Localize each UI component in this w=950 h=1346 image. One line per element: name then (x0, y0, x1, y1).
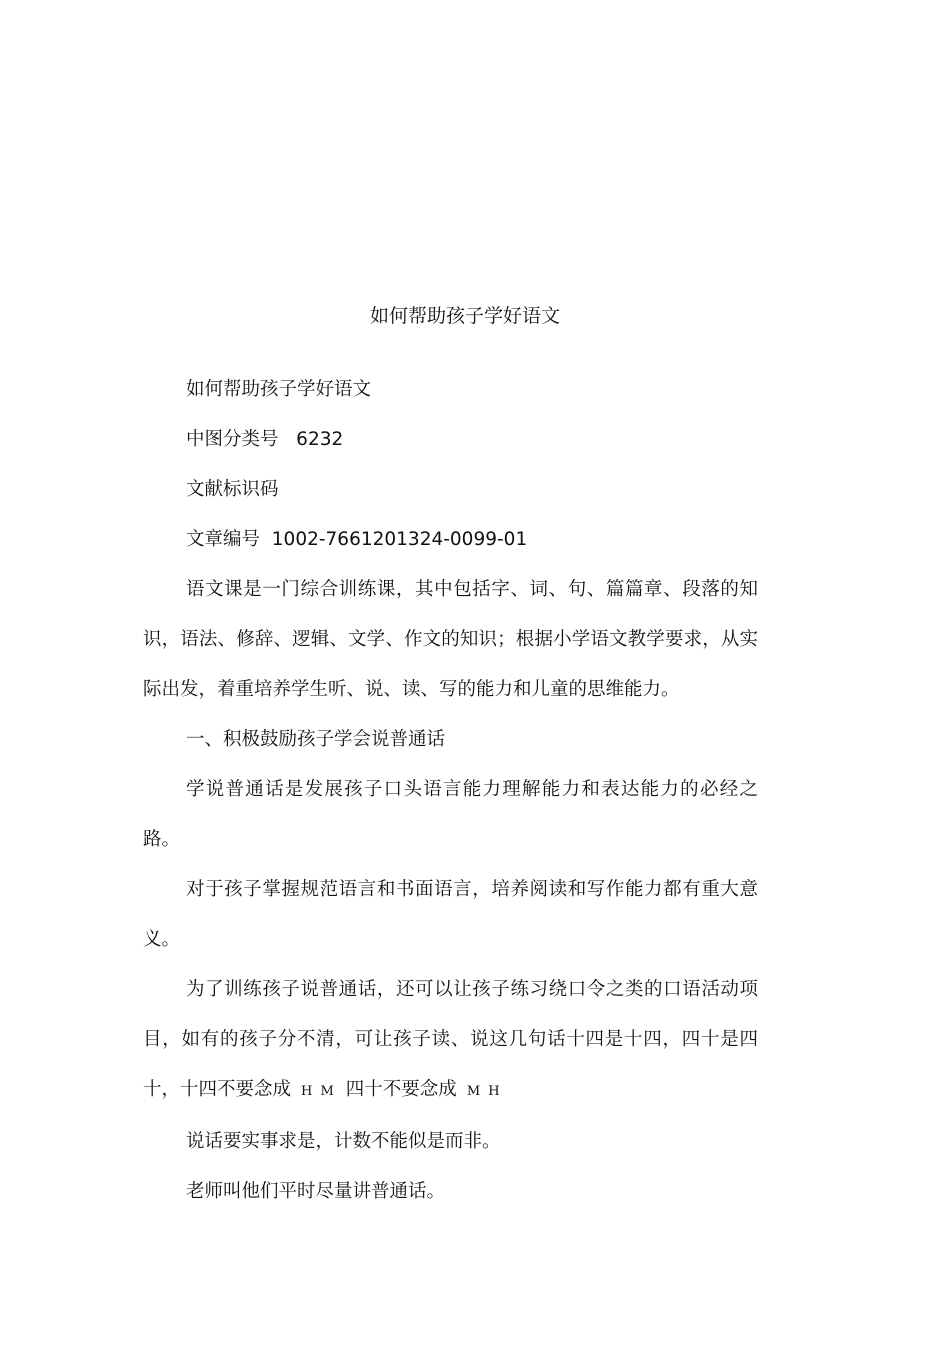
document-title: 如何帮助孩子学好语文 (369, 305, 560, 327)
pinyin-code-a: H M (301, 1084, 336, 1099)
paragraph-3: 为了训练孩子说普通话，还可以让孩子练习绕口令之类的口语活动项目，如有的孩子分不清，可让孩子读、说这几句话十四是十四，四十是四十，十四不要念成 H M 四十不要念成 M H (143, 979, 758, 1100)
pinyin-code-b: M H (466, 1084, 502, 1099)
clc-line: 中图分类号 6232 (186, 429, 344, 450)
paragraph-1: 学说普通话是发展孩子口头语言能力理解能力和表达能力的必经之路。 (143, 779, 758, 850)
paragraph-2: 对于孩子掌握规范语言和书面语言，培养阅读和写作能力都有重大意义。 (143, 879, 758, 950)
paragraph-5: 老师叫他们平时尽量讲普通话。 (186, 1181, 446, 1202)
subtitle: 如何帮助孩子学好语文 (186, 379, 372, 400)
paragraph-4: 说话要实事求是，计数不能似是而非。 (186, 1131, 501, 1152)
article-no-line: 文章编号 1002-7661201324-0099-01 (186, 529, 528, 550)
paragraph-intro: 语文课是一门综合训练课，其中包括字、词、句、篇篇章、段落的知识，语法、修辞、逻辑、文学、作文的知识；根据小学语文教学要求，从实际出发，着重培养学生听、说、读、写的能力和儿童的思维能力。 (143, 579, 758, 700)
section-heading-1: 一、积极鼓励孩子学会说普通话 (186, 729, 446, 750)
document-body (143, 365, 758, 1217)
doc-id-line: 文献标识码 (186, 479, 279, 500)
